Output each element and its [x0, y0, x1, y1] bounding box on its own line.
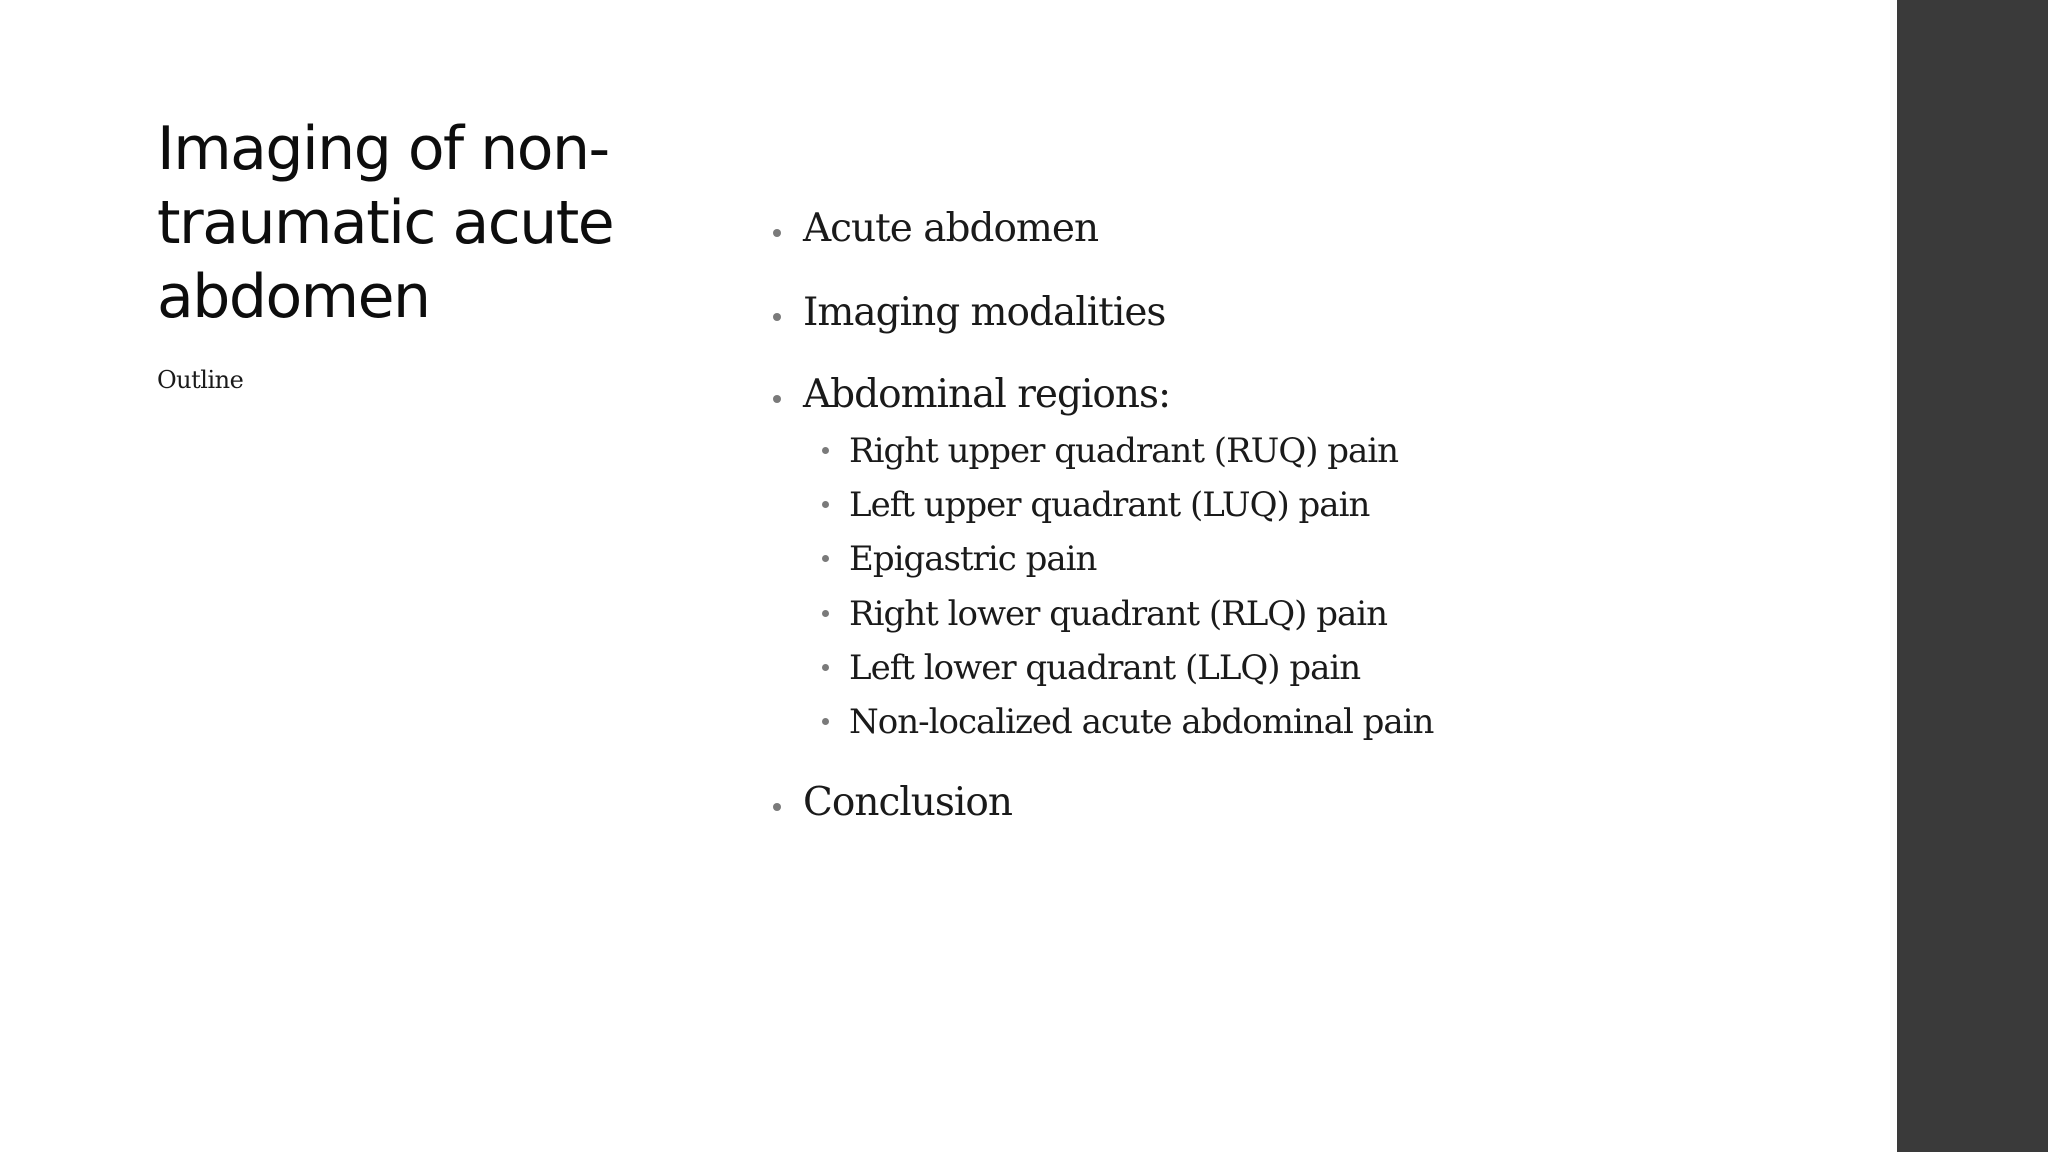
- bullet-icon: [773, 395, 781, 403]
- outline-item-label: Imaging modalities: [803, 290, 1166, 335]
- bullet-icon: [822, 501, 829, 508]
- outline-item-label: Left lower quadrant (LLQ) pain: [849, 648, 1361, 688]
- outline-subitem-llq: [820, 646, 1360, 690]
- outline-item-label: Right lower quadrant (RLQ) pain: [849, 594, 1388, 634]
- outline-item-acute-abdomen: [770, 204, 1098, 254]
- bullet-icon: [822, 718, 829, 725]
- outline-item-label: Non-localized acute abdominal pain: [849, 702, 1434, 742]
- outline-item-label: Right upper quadrant (RUQ) pain: [849, 431, 1399, 471]
- bullet-icon: [822, 610, 829, 617]
- outline-item-conclusion: [770, 778, 1012, 828]
- outline-subitem-ruq: [820, 429, 1398, 473]
- side-panel: [1897, 0, 2048, 1152]
- outline-item-label: Acute abdomen: [803, 206, 1099, 251]
- outline-item-imaging-modalities: [770, 288, 1165, 338]
- outline-item-label: Epigastric pain: [849, 539, 1097, 579]
- bullet-icon: [773, 229, 781, 237]
- outline-item-label: Abdominal regions:: [803, 372, 1171, 417]
- outline-item-label: Conclusion: [803, 780, 1012, 825]
- slide-title: Imaging of non-traumatic acute abdomen: [157, 114, 614, 332]
- outline-subitem-non-localized: [820, 700, 1433, 744]
- bullet-icon: [773, 313, 781, 321]
- outline-subitem-rlq: [820, 592, 1387, 636]
- outline-subitem-epigastric: [820, 537, 1096, 581]
- outline-subitem-luq: [820, 483, 1369, 527]
- outline-item-label: Left upper quadrant (LUQ) pain: [849, 485, 1370, 525]
- slide-subtitle: Outline: [157, 366, 244, 394]
- bullet-icon: [822, 555, 829, 562]
- bullet-icon: [773, 803, 781, 811]
- outline-item-abdominal-regions: [770, 370, 1170, 420]
- bullet-icon: [822, 447, 829, 454]
- bullet-icon: [822, 664, 829, 671]
